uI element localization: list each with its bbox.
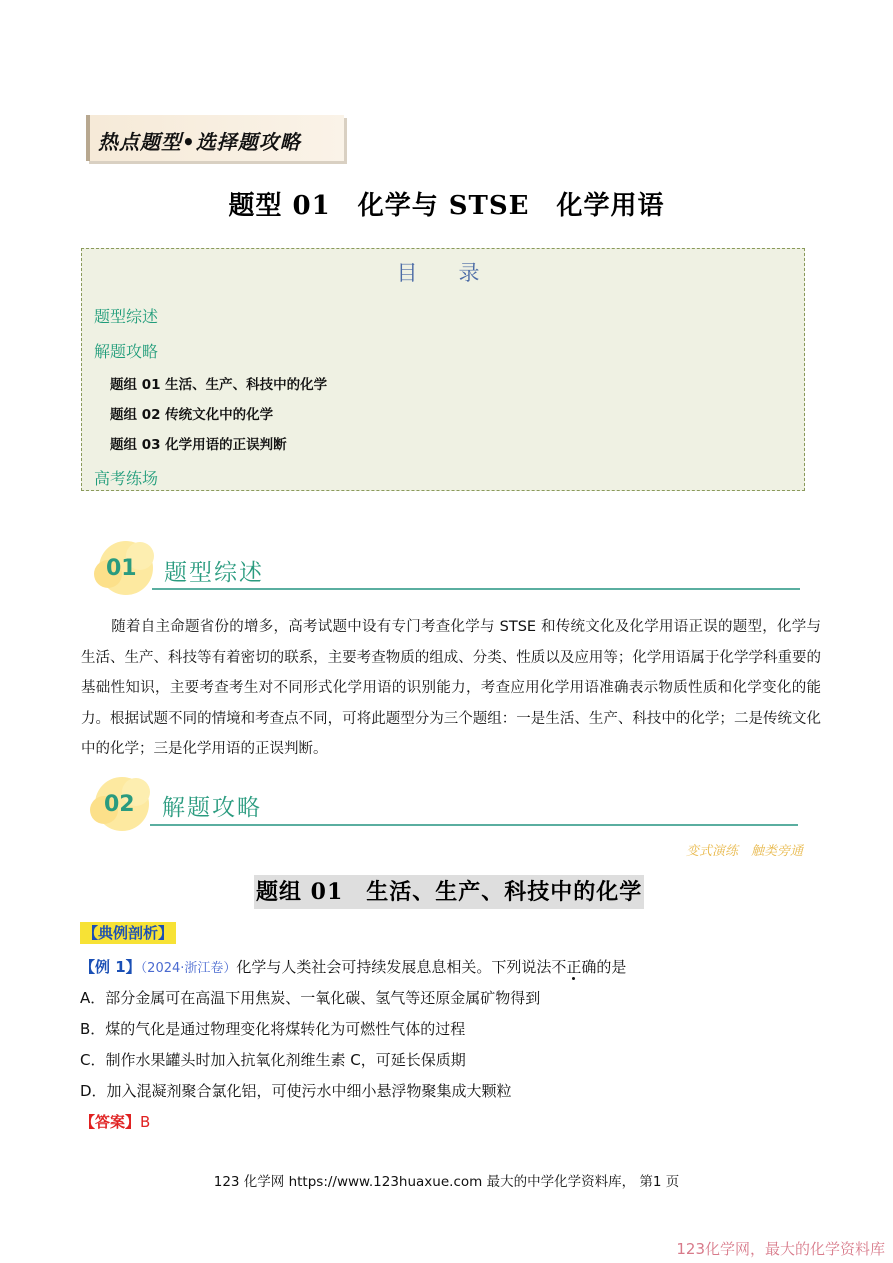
section-title: 解题攻略 [162,795,262,821]
section-divider [152,588,800,590]
toc-item-overview[interactable]: 题型综述 [94,307,159,326]
section-divider [150,824,798,826]
toc-item-practice[interactable]: 高考练场 [94,469,159,488]
section-tag-label: 热点题型•选择题攻略 [98,130,301,154]
example-analysis-tag: 【典例剖析】 [80,922,176,944]
page-footer: 123 化学网 https://www.123huaxue.com 最大的中学化学资料库， 第1 页 [213,1174,680,1190]
answer-line [80,1111,150,1132]
option-a: A．部分金属可在高温下用焦炭、一氧化碳、氢气等还原金属矿物得到 [80,989,541,1007]
toc-item-group-02[interactable]: 题组 02 传统文化中的化学 [110,407,274,423]
answer-value: B [140,1113,151,1131]
section-slogan: 变式演练 触类旁通 [685,844,803,859]
toc-item-group-01[interactable]: 题组 01 生活、生产、科技中的化学 [110,377,328,393]
page-title: 题型 01 化学与 STSE 化学用语 [228,191,665,221]
toc-item-strategy[interactable]: 解题攻略 [94,342,159,361]
option-d: D．加入混凝剂聚合氯化铝，可使污水中细小悬浮物聚集成大颗粒 [80,1082,512,1100]
toc-title: 目 录 [396,261,490,285]
group-title: 题组 01 生活、生产、科技中的化学 [254,875,644,909]
question-stem: 【例 1】（2024·浙江卷）化学与人类社会可持续发展息息相关。下列说法不正确的是 [80,958,627,976]
option-b: B．煤的气化是通过物理变化将煤转化为可燃性气体的过程 [80,1020,466,1038]
answer-label: 【答案】 [80,1113,141,1131]
watermark: 123化学网，最大的化学资料库 [676,1240,885,1258]
section-tag [86,115,344,161]
example-source: （2024·浙江卷） [140,961,237,976]
table-of-contents [81,248,805,491]
emphasis-text: 不正确 [551,958,597,976]
toc-item-group-03[interactable]: 题组 03 化学用语的正误判断 [110,437,287,453]
section-number: 01 [106,556,137,581]
example-label: 【例 1】 [80,958,141,976]
section-number: 02 [104,792,135,817]
overview-paragraph: 随着自主命题省份的增多，高考试题中设有专门考查化学与 STSE 和传统文化及化学用语正误的题型，化学与生活、生产、科技等有着密切的联系，主要考查物质的组成、分类、性质以及应用等；化学用语属于化学学科重要的基础性知识，主要考查考生对不同形式化学用语的识别能力，考查应用化学用语准确表示物质性质和化学变化的能力。根据试题不同的情境和考查点不同，可将此题型分为三个题组：一是生活、生产、科技中的化学；二是传统文化中的化学；三是化学用语的正误判断。 [81,619,821,757]
option-c: C．制作水果罐头时加入抗氧化剂维生素 C，可延长保质期 [80,1051,466,1069]
section-title: 题型综述 [164,560,264,586]
